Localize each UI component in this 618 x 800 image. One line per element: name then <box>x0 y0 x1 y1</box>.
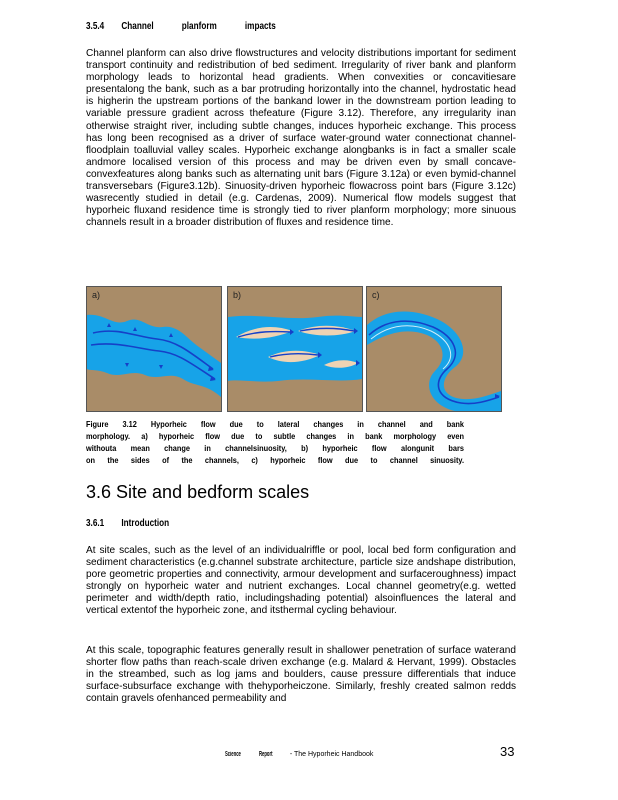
paragraph-site-scales <box>86 545 516 618</box>
heading-word-2: planform <box>181 20 217 32</box>
panel-c-diagram <box>367 287 501 411</box>
section-heading-3-5-4 <box>86 20 276 32</box>
figure-panel-c <box>366 286 502 412</box>
section-number: 3.5.4 <box>86 20 105 32</box>
panel-label-b: b) <box>233 290 242 300</box>
section-title-3-6: 3.6 Site and bedform scales <box>86 482 310 502</box>
section-heading-3-6-1 <box>86 517 169 529</box>
page-number: 33 <box>500 744 515 759</box>
heading-word-3: impacts <box>244 20 276 32</box>
footer-title: - The Hyporheic Handbook <box>289 751 374 758</box>
figure-panel-b <box>227 286 363 412</box>
paragraph-channel-planform <box>86 48 516 229</box>
caption-line-1: Figure 3.12 Hyporheic flow due to lateral changes in channel and bank <box>86 420 464 429</box>
caption-line-4: on the sides of the channels, c) hyporheic flow due to channel sinuosity. <box>86 456 464 465</box>
paragraph-topographic-features <box>86 645 516 705</box>
figure-caption <box>86 419 464 467</box>
paragraph-text: At site scales, such as the level of an individualriffle or pool, local bed form configuration and sediment characteristics (e.g.channel substrate architecture, particle size andshape distribution, pore geometric properties and connectivity, armour development and surfaceroughness) impact strongly on hyporheic water and nutrient exchanges. Local channel geometry(e.g. wetted perimeter and width/depth ratio, includingshading potential) alsoinfluences the lateral and vertical extentof the hyporheic zone, and itsthermal cycling behaviour. <box>86 545 516 617</box>
panel-label-a: a) <box>92 290 101 300</box>
paragraph-text: Channel planform can also drive flowstructures and velocity distributions important for sediment transport continuity and redistribution of bed sediment. Irregularity of river bank and planform morphology leads to horizontal head gradients. When convexities or concavitiesare presentalong the bank, such as a bar protruding horizontally into the channel, hydrostatic head is higherin the upstream portions of the bankand lower in the downstream portion leading to variable pressure gradient across thefeature (Figure 3.12). Therefore, any irregularity inan otherwise straight river, including subtle changes, induces hyporheic exchange. This process has long been recognised as a driver of surface water-ground water connectionat channel-floodplain toalluvial valley scales. Hyporheic exchange alongbanks is in fact a smaller scale andmore localised version of this process and may be driven even by small concave-convexfeatures along banks such as alternating unit bars (Figure 3.12a) or even bymid-channel transversebars (Figure3.12b). Sinuosity-driven hyporheic flowacross point bars (Figure 3.12c) wasrecently studied in detail (e.g. Cardenas, 2009). Numerical flow models suggest that hyporheic fluxand residence time is strongly tied to river planform morphology; more sinuous channels result in a broader distribution of fluxes and residence time. <box>86 48 516 229</box>
section-number: 3.6.1 <box>86 517 105 529</box>
paragraph-text: At this scale, topographic features generally result in shallower penetration of surface waterand shorter flow paths than reach-scale driven exchange (e.g. Malard & Hervant, 1999). Obstacles in the streambed, such as log jams and boulders, cause pressure differentials that induce surface-subsurface exchange with thehyporheiczone. Similarly, freshly created salmon redds contain gravels ofenhanced permeability and <box>86 645 516 705</box>
panel-a-diagram <box>87 287 221 411</box>
caption-line-2: morphology. a) hyporheic flow due to subtle changes in bank morphology even <box>86 432 464 441</box>
heading-word-1: Channel <box>121 20 154 32</box>
page-footer <box>225 751 373 758</box>
panel-b-diagram <box>228 287 362 411</box>
panel-label-c: c) <box>372 290 380 300</box>
section-title: Introduction <box>121 517 170 529</box>
footer-science: Science <box>225 751 241 758</box>
footer-report: Report <box>259 751 273 758</box>
caption-line-3: withouta mean change in channelsinuosity, b) hyporheic flow alongunit bars <box>86 444 464 453</box>
figure-panel-a <box>86 286 222 412</box>
